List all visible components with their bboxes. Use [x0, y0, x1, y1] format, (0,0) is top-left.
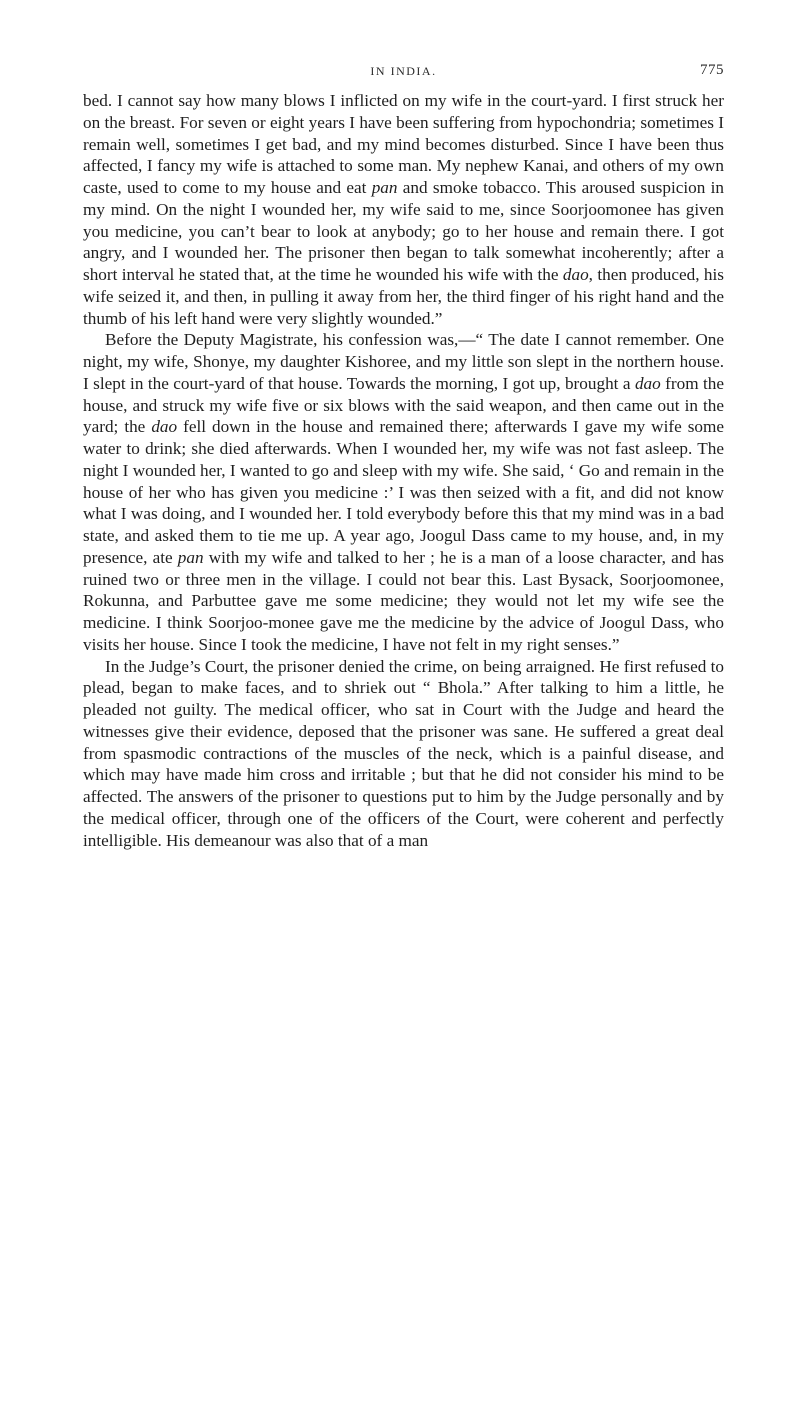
text-run: with my wife and talked to her ; he is a man of a loose character, and has ruined two or three men in the village. I could not bear this. Last Bysack, Soorjoomonee, Rokunna, and Parbuttee gave me some medicine; they would not let my wife see the medicine. I think Soorjoo-monee gave me the medicine by the advice of Joogul Dass, who visits her house. Since I took the medicine, I have not felt in my right senses.” — [83, 547, 724, 654]
text-run: and smoke tobacco. This aroused suspicion in my mind. On the night I wounded her, my wife said to me, since Soorjoomonee has given you medicine, you can’t bear to look at anybody; go to her house and remain there. I got angry, and I wounded her. The prisoner then began to talk somewhat incoherently; after a short interval he stated that, at the time he wounded his wife with the — [83, 178, 724, 284]
italic-term-pan: pan — [177, 547, 204, 567]
italic-term-dao: dao — [634, 373, 661, 393]
text-run: Before the Deputy Magistrate, his confession was,—“ The date I cannot remember. One night, my wife, Shonye, my daughter Kishoree, and my little son slept in the northern house. I slept in the court-yard of that house. Towards the morning, I got up, brought a — [83, 330, 724, 393]
running-title: IN INDIA. — [370, 64, 437, 78]
text-run: from the house, and struck my wife five or six blows with the said weapon, and then came out in the yard; the — [83, 373, 724, 437]
italic-term-dao: dao — [562, 265, 589, 284]
running-head — [83, 64, 724, 84]
text-run: bed. I cannot say how many blows I inflicted on my wife in the court-yard. I first struck her on the breast. For seven or eight years I have been suffering from hypochondria; sometimes I remain well, sometimes I get bad, and my mind becomes disturbed. Since I have been thus affected, I fancy my wife is attached to some man. My nephew Kanai, and others of my own caste, used to come to my house and eat — [83, 91, 724, 197]
body-text — [83, 90, 724, 851]
page-number: 775 — [700, 62, 724, 78]
text-run: , then produced, his wife seized it, and then, in pulling it away from her, the third finger of his right hand and the thumb of his left hand were very slightly wounded.” — [83, 265, 724, 328]
paragraph-confession-continued — [83, 90, 724, 329]
text-run: In the Judge’s Court, the prisoner denied the crime, on being arraigned. He first refused to plead, began to make faces, and to shriek out “ Bhola.” After talking to him a little, he pleaded not guilty. The medical officer, who sat in Court with the Judge and heard the witnesses give their evidence, deposed that the prisoner was sane. He suffered a great deal from spasmodic contractions of the muscles of the neck, which is a painful disease, and which may have made him cross and irritable ; but that he did not consider his mind to be affected. The answers of the prisoner to questions put to him by the Judge personally and by the medical officer, through one of the officers of the Court, were coherent and perfectly intelligible. His demeanour was also that of a man — [83, 656, 724, 850]
paragraph-deputy-magistrate — [83, 329, 724, 655]
paragraph-judges-court — [83, 656, 724, 852]
italic-term-pan: pan — [371, 178, 398, 197]
text-run: fell down in the house and remained there; afterwards I gave my wife some water to drink; she died afterwards. When I wounded her, my wife was not fast asleep. The night I wounded her, I wanted to go and sleep with my wife. She said, ‘ Go and remain in the house of her who has given you medicine :’ I was then seized with a fit, and did not know what I was doing, and I wounded her. I told everybody before this that my mind was in a bad state, and asked them to tie me up. A year ago, Joogul Dass came to my house, and, in my presence, ate — [83, 417, 724, 567]
italic-term-dao: dao — [151, 417, 178, 437]
